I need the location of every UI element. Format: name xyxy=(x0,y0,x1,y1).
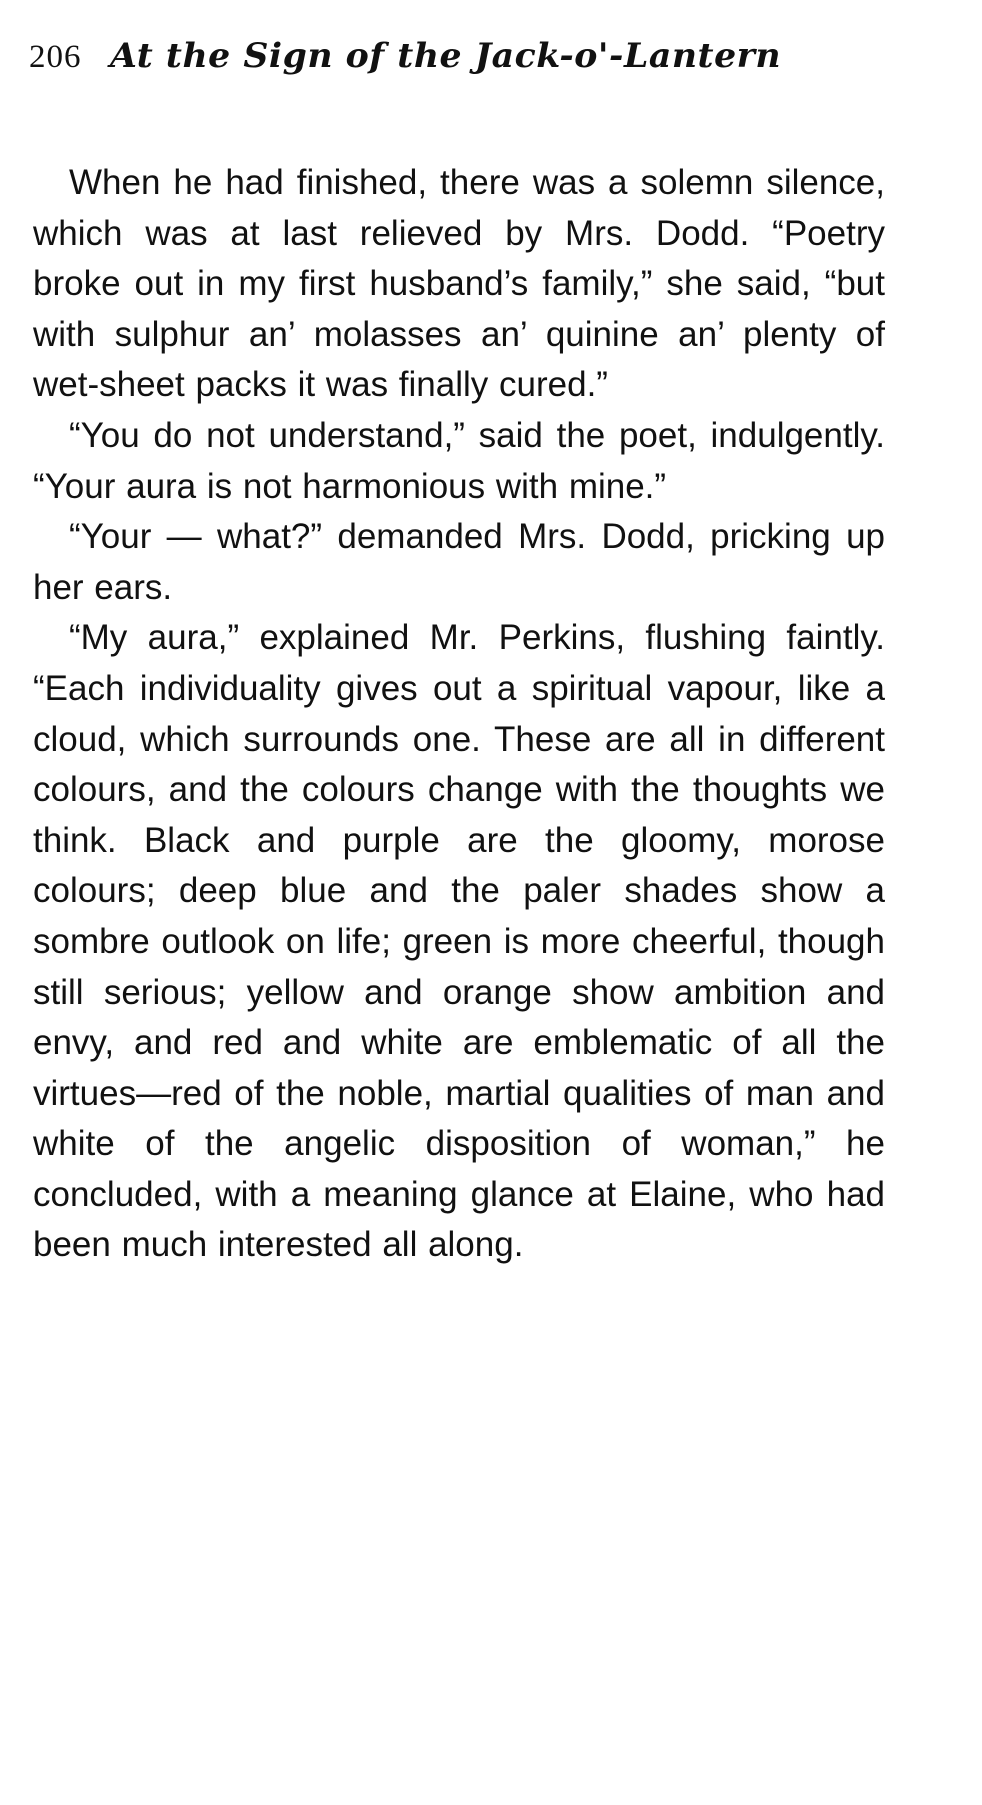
paragraph: “You do not understand,” said the poet, indulgently. “Your aura is not harmonious with mine.” xyxy=(33,415,885,506)
running-head xyxy=(29,36,889,96)
paragraph: “My aura,” explained Mr. Perkins, flushing faintly. “Each individuality gives out a spiritual vapour, like a cloud, which surrounds one. These are all in different colours, and the colours change with the thoughts we think. Black and purple are the gloomy, morose colours; deep blue and the paler shades show a sombre outlook on life; green is more cheerful, though still serious; yellow and orange show ambition and envy, and red and white are emblematic of all the virtues—red of the noble, martial qualities of man and white of the angelic disposition of woman,” he concluded, with a meaning glance at Elaine, who had been much interested all along. xyxy=(33,618,885,1265)
page-number: 206 xyxy=(29,39,82,75)
running-title: At the Sign of the Jack-o'-Lantern xyxy=(109,36,781,76)
body-text xyxy=(33,158,885,1271)
paragraph: When he had finished, there was a solemn silence, which was at last relieved by Mrs. Dodd. “Poetry broke out in my first husband’s family,” she said, “but with sulphur an’ molasses an’ quinine an’ plenty of wet-sheet packs it was finally cured.” xyxy=(33,163,885,405)
paragraph: “Your — what?” demanded Mrs. Dodd, pricking up her ears. xyxy=(33,517,885,607)
